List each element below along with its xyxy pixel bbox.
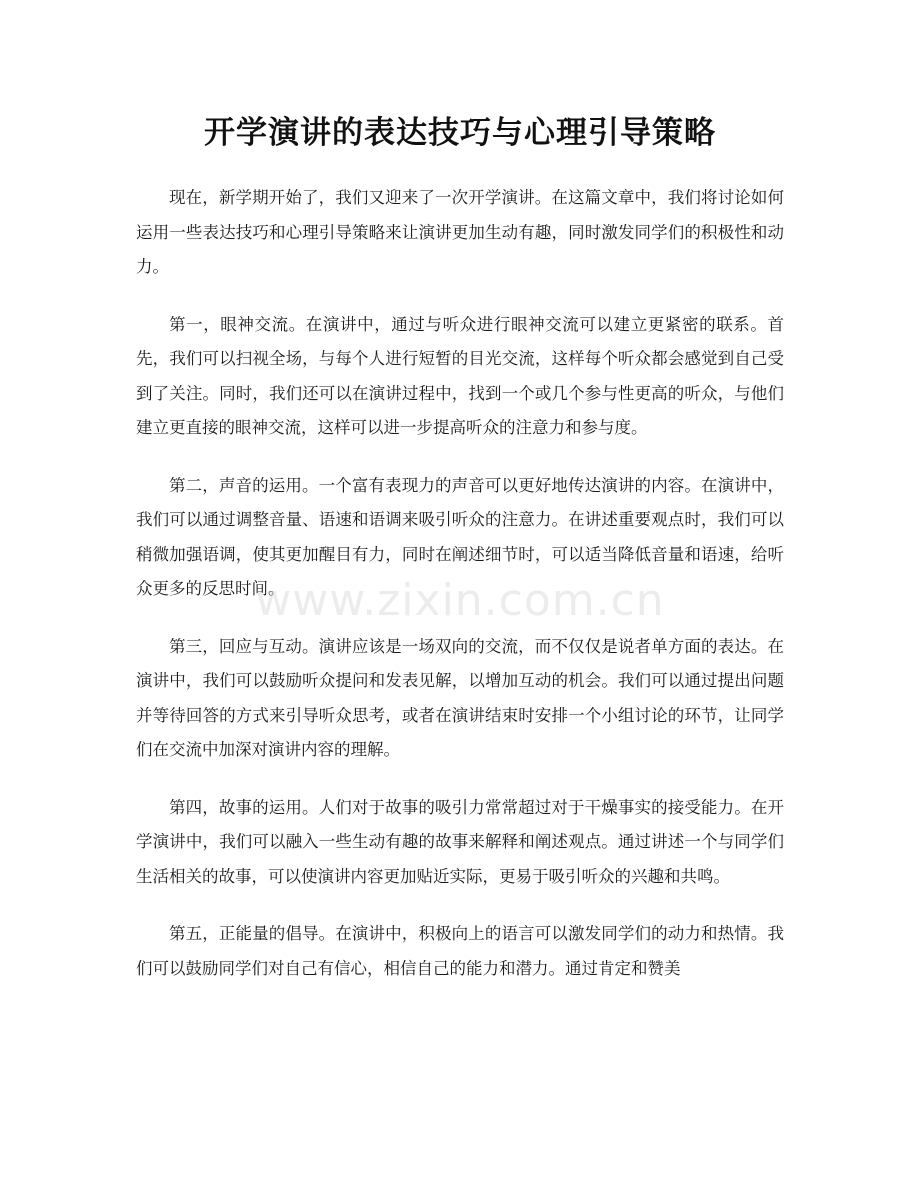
document-body [136, 181, 784, 1009]
document-title: 开学演讲的表达技巧与心理引导策略 [204, 115, 716, 151]
paragraph-eye-contact: 第一，眼神交流。在演讲中，通过与听众进行眼神交流可以建立更紧密的联系。首先，我们可以扫视全场，与每个人进行短暂的目光交流，这样每个听众都会感觉到自己受到了关注。同时，我们还可以在演讲过程中，找到一个或几个参与性更高的听众，与他们建立更直接的眼神交流，这样可以进一步提高听众的注意力和参与度。 [136, 314, 784, 437]
paragraph-intro: 现在，新学期开始了，我们又迎来了一次开学演讲。在这篇文章中，我们将讨论如何运用一些表达技巧和心理引导策略来让演讲更加生动有趣，同时激发同学们的积极性和动力。 [136, 188, 784, 276]
paragraph-positive-energy: 第五，正能量的倡导。在演讲中，积极向上的语言可以激发同学们的动力和热情。我们可以鼓励同学们对自己有信心，相信自己的能力和潜力。通过肯定和赞美 [136, 924, 784, 978]
watermark: www.zixin.com.cn [255, 575, 665, 626]
paragraph-voice: 第二，声音的运用。一个富有表现力的声音可以更好地传达演讲的内容。在演讲中，我们可以通过调整音量、语速和语调来吸引听众的注意力。在讲述重要观点时，我们可以稍微加强语调，使其更加醒目有力，同时在阐述细节时，可以适当降低音量和语速，给听众更多的反思时间。 [136, 475, 784, 598]
paragraph-interaction: 第三，回应与互动。演讲应该是一场双向的交流，而不仅仅是说者单方面的表达。在演讲中，我们可以鼓励听众提问和发表见解，以增加互动的机会。我们可以通过提出问题并等待回答的方式来引导听众思考，或者在演讲结束时安排一个小组讨论的环节，让同学们在交流中加深对演讲内容的理解。 [136, 636, 784, 759]
paragraph-stories: 第四，故事的运用。人们对于故事的吸引力常常超过对于干燥事实的接受能力。在开学演讲中，我们可以融入一些生动有趣的故事来解释和阐述观点。通过讲述一个与同学们生活相关的故事，可以使演讲内容更加贴近实际，更易于吸引听众的兴趣和共鸣。 [136, 797, 784, 886]
